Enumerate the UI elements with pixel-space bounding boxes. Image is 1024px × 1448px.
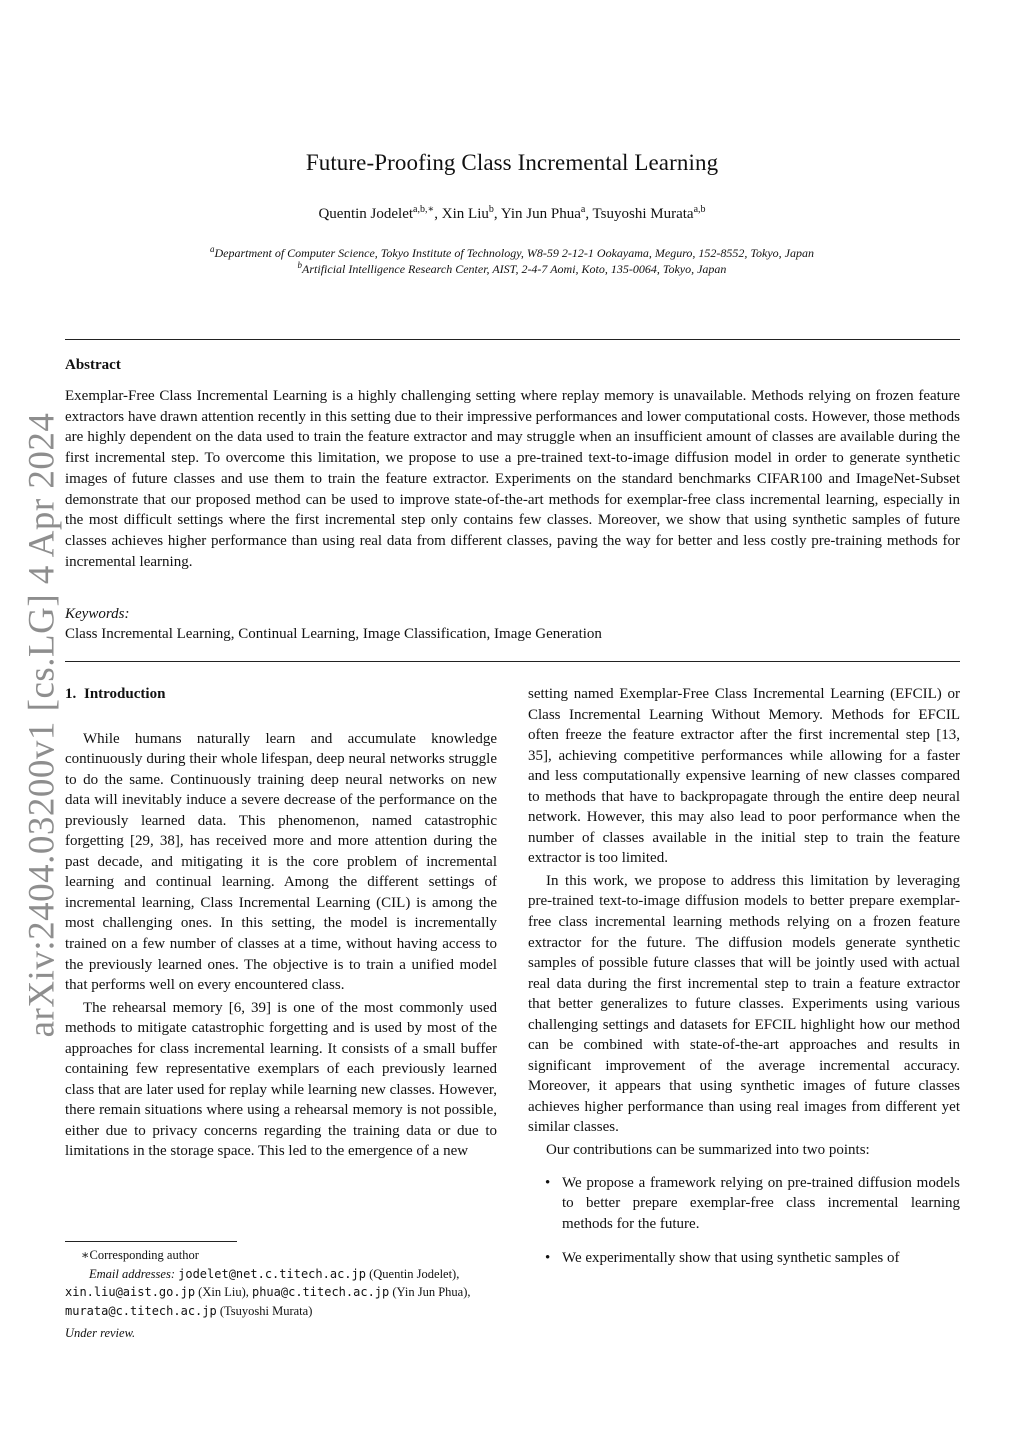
bullet-icon: • — [545, 1250, 551, 1267]
section-heading-introduction: 1. Introduction — [65, 686, 166, 702]
top-divider — [65, 339, 960, 340]
paragraph: Our contributions can be summarized into two points: — [546, 1142, 870, 1159]
affiliations — [0, 245, 1024, 277]
left-column — [65, 684, 497, 1162]
author: Xin Liu$^b$, — [441, 204, 501, 222]
keywords-list: Class Incremental Learning, Continual Learning, Image Classification, Image Generation — [65, 626, 602, 642]
email-link[interactable]: murata@c.titech.ac.jp — [65, 1303, 217, 1318]
email-addresses: Email addresses: jodelet@net.c.titech.ac.jp (Quentin Jodelet), xin.liu@aist.go.jp (Xin Liu), phua@c.titech.ac.jp (Yin Jun Phua), murata@c.titech.ac.jp (Tsuyoshi Murata) — [65, 1266, 471, 1318]
author: Quentin Jodelet$^{a,b,∗}$, — [318, 204, 442, 222]
right-column — [528, 684, 960, 1283]
paragraph-continuation: setting named Exemplar-Free Class Incremental Learning (EFCIL) or Class Incremental Learning Without Memory. Methods for EFCIL often freeze the feature extractor after the first incremental step [13, 35], achieving competitive performances while allowing for a faster and less computationally expensive learning of new classes compared to methods that have to backpropagate through the entire deep neural network. However, this may also lead to poor performance when the number of classes available in the initial step to train the feature extractor is too limited. — [528, 686, 960, 867]
email-link[interactable]: jodelet@net.c.titech.ac.jp — [178, 1266, 366, 1281]
contributions-list — [528, 1173, 960, 1269]
paper-title: Future-Proofing Class Incremental Learning — [305, 150, 719, 175]
footnote — [65, 1246, 497, 1320]
paragraph: The rehearsal memory [6, 39] is one of the most commonly used methods to mitigate catastrophic forgetting and is used by most of the approaches for class incremental learning. It consists of a small buffer containing few representative exemplars of each previously learned class that are later used for replay while learning new classes. However, there remain situations where using a rehearsal memory is not possible, either due to privacy concerns regarding the training data or due to limitations in the storage space. This led to the emergence of a new — [65, 999, 497, 1160]
author: Tsuyoshi Murata$^{a,b}$ — [592, 204, 706, 222]
affiliation-a: $^a$Department of Computer Science, Tokyo Institute of Technology, W8-59 2-12-1 Ookayama, Meguro, 152-8552, Tokyo, Japan — [210, 244, 814, 260]
arxiv-identifier-stamp[interactable]: arXiv:2404.03200v1 [cs.LG] 4 Apr 2024 — [21, 412, 63, 1038]
under-review-note: Under review. — [65, 1326, 136, 1340]
footnote-divider — [65, 1241, 237, 1242]
abstract-heading: Abstract — [65, 357, 121, 373]
email-link[interactable]: xin.liu@aist.go.jp — [65, 1285, 196, 1299]
keywords-label: Keywords: — [65, 606, 130, 622]
abstract-body: Exemplar-Free Class Incremental Learning is a highly challenging setting where replay memory is unavailable. Methods relying on frozen feature extractors have drawn attention recently in this setting due to their impressive performances and lower computational costs. However, those methods are highly dependent on the data used to train the feature extractor and may struggle when an insufficient amount of classes are available during the first incremental step. To overcome this limitation, we propose to use a pre-trained text-to-image diffusion model in order to generate synthetic images of future classes and use them to train the feature extractor. Experiments on the standard benchmarks CIFAR100 and ImageNet-Subset demonstrate that our proposed method can be used to improve state-of-the-art methods for exemplar-free class incremental learning, especially in the most difficult settings where the first incremental step only contains few classes. Moreover, we show that using synthetic samples of future classes achieves higher performance than using real data from different classes, paving the way for better and less costly pre-training methods for incremental learning. — [65, 388, 960, 570]
list-item: • We propose a framework relying on pre-trained diffusion models to better prepare exemplar-free class incremental learning methods for the future. — [545, 1174, 960, 1232]
bullet-icon: • — [545, 1174, 551, 1191]
author-list — [0, 206, 1024, 223]
abstract-bottom-divider — [65, 661, 960, 662]
corresponding-author-note: ∗Corresponding author — [81, 1248, 199, 1262]
author: Yin Jun Phua$^a$, — [500, 204, 593, 222]
paragraph: While humans naturally learn and accumulate knowledge continuously during their whole lifespan, deep neural networks struggle to do the same. Continuously training deep neural networks on new data will inevitably induce a severe decrease of the performance on the previously learned data. This phenomenon, named catastrophic forgetting [29, 38], has received more and more attention during the past decade, and mitigating it is the core problem of incremental learning and continual learning. Among the different settings of incremental learning, Class Incremental Learning (CIL) is among the most challenging ones. In this setting, the model is incrementally trained on a few number of classes at a time, without having access to the previously learned ones. The objective is to train a unified model that performs well on every encountered class. — [65, 730, 497, 994]
paragraph: In this work, we propose to address this limitation by leveraging pre-trained text-to-image diffusion models to better prepare exemplar-free class incremental learning methods relying on a frozen feature extractor for the future. The diffusion models generate synthetic samples of possible future classes that will be jointly used with actual real data during the first incremental step to train a feature extractor that better generalizes to future classes. Experiments using various challenging settings and datasets for EFCIL highlight how our method can be combined with state-of-the-art approaches and results in significant improvement of the average incremental accuracy. Moreover, it appears that using synthetic images of future classes achieves higher performance than using real images from different yet similar classes. — [528, 872, 960, 1136]
affiliation-b: $^b$Artificial Intelligence Research Center, AIST, 2-4-7 Aomi, Koto, 135-0064, Tokyo, Japan — [297, 260, 727, 276]
email-link[interactable]: phua@c.titech.ac.jp — [251, 1285, 390, 1299]
list-item: • We experimentally show that using synthetic samples of — [528, 1248, 960, 1269]
